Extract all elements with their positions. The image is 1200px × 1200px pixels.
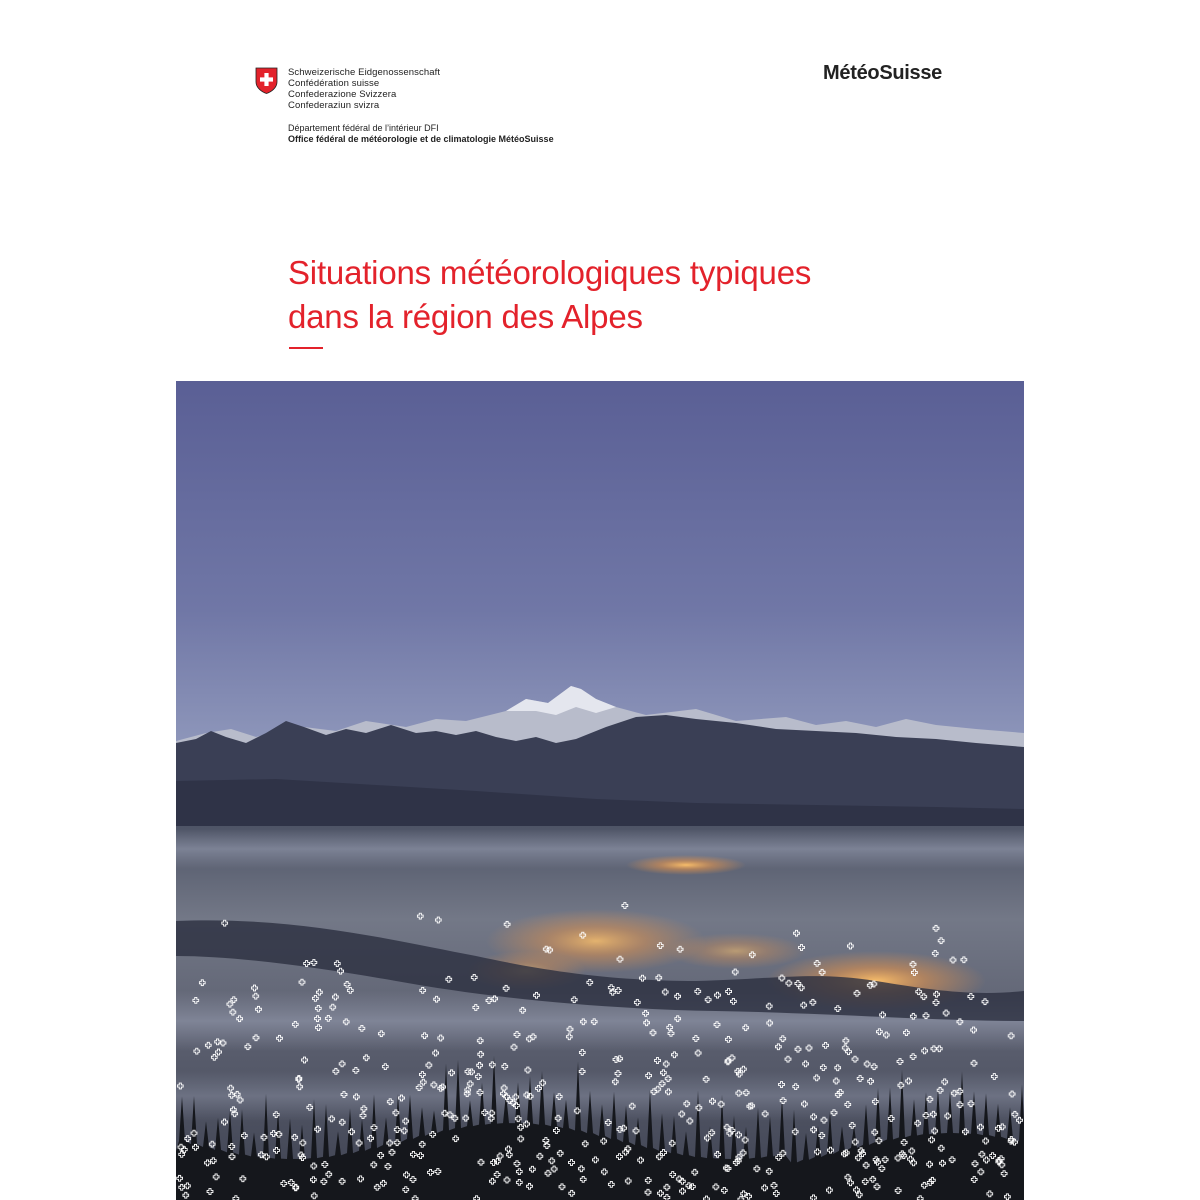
page-title <box>288 251 811 339</box>
confederation-line-fr: Confédération suisse <box>288 78 380 89</box>
department-name: Département fédéral de l’intérieur DFI <box>288 123 439 133</box>
office-name: Office fédéral de météorologie et de climatologie MétéoSuisse <box>288 134 554 144</box>
page-title-line-2: dans la région des Alpes <box>288 298 643 335</box>
cover-photo <box>176 381 1024 1200</box>
title-underline <box>289 347 323 349</box>
brand-logo-text: MétéoSuisse <box>823 62 942 84</box>
swiss-flag-icon <box>255 67 278 94</box>
confederation-line-rm: Confederaziun svizra <box>288 100 380 111</box>
page-title-line-1: Situations météorologiques typiques <box>288 254 812 291</box>
confederation-line-it: Confederazione Svizzera <box>288 89 397 100</box>
department-block <box>288 123 554 145</box>
confederation-line-de: Schweizerische Eidgenossenschaft <box>288 67 441 78</box>
confederation-names <box>288 67 440 111</box>
alpine-night-landscape-photo <box>176 381 1024 1200</box>
